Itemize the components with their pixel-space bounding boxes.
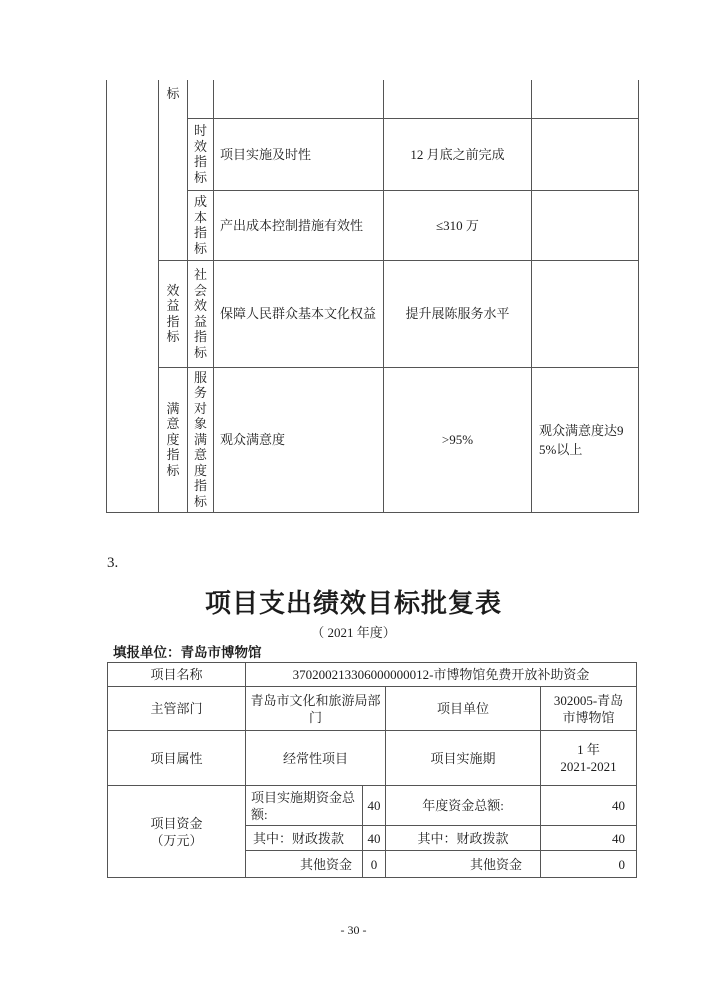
fund-fiscal-right-label: 其中：财政拨款: [386, 826, 541, 851]
dept-value: 青岛市文化和旅游局部门: [246, 687, 386, 731]
cell-satisfaction-group: [159, 367, 188, 512]
section-number: 3.: [107, 555, 119, 571]
fund-group-label-line2: （万元）: [150, 832, 203, 848]
table-row-project-name: [108, 663, 637, 687]
page-subtitle: （ 2021 年度）: [311, 625, 396, 640]
fund-other-left-label: 其他资金: [246, 851, 363, 878]
unit-value-line1: 302005-青岛: [553, 692, 624, 708]
fund-other-right-value: 0: [541, 851, 637, 878]
cell-cost-indicator: 产出成本控制措施有效性: [214, 190, 384, 260]
approval-table: [107, 662, 637, 878]
fund-other-right-label: 其他资金: [386, 851, 541, 878]
cell-timeliness-note: [532, 118, 639, 190]
fund-group-label-line1: 项目资金: [150, 815, 203, 831]
table-row-satisfaction: [107, 367, 639, 512]
fund-fiscal-left-value: 40: [363, 826, 386, 851]
cost-sub-label: 成本指标: [193, 194, 207, 256]
page-title: 项目支出绩效目标批复表: [204, 589, 502, 618]
cell-cut-note: [532, 80, 639, 118]
satisfaction-group-label: 满意度指标: [166, 400, 180, 478]
table-row-attr: [108, 731, 637, 786]
satisfaction-sub-label: 服务对象满意度指标: [193, 369, 207, 509]
cell-benefit-group: [159, 260, 188, 367]
cell-timeliness-indicator: 项目实施及时性: [214, 118, 384, 190]
cell-cut-indicator: [214, 80, 384, 118]
cell-satisfaction-sub: [188, 367, 214, 512]
cell-timeliness-target: 12 月底之前完成: [384, 118, 532, 190]
cell-cost-target: ≤310 万: [384, 190, 532, 260]
project-name-value: 370200213306000000012-市博物馆免费开放补助资金: [246, 663, 637, 687]
unit-value: [541, 687, 637, 731]
fund-total-right-label: 年度资金总额:: [386, 786, 541, 826]
cell-benefit-target: 提升展陈服务水平: [384, 260, 532, 367]
cell-benefit-sub: [188, 260, 214, 367]
cell-satisfaction-target: >95%: [384, 367, 532, 512]
fund-other-left-value: 0: [363, 851, 386, 878]
period-value: [541, 731, 637, 786]
filler-unit-label: 填报单位：青岛市博物馆: [113, 645, 262, 660]
table-row-benefit: [107, 260, 639, 367]
cell-cost-sub: [188, 190, 214, 260]
table-row-fund-total: [108, 786, 637, 826]
cell-cut-sub: [188, 80, 214, 118]
attr-label: 项目属性: [108, 731, 246, 786]
fund-total-right-value: 40: [541, 786, 637, 826]
fund-fiscal-left-label: 其中：财政拨款: [246, 826, 363, 851]
period-label: 项目实施期: [386, 731, 541, 786]
cell-cut-target: [384, 80, 532, 118]
fund-total-left-value: 40: [363, 786, 386, 826]
cell-satisfaction-indicator: 观众满意度: [214, 367, 384, 512]
cell-left-carryover: [107, 80, 159, 512]
cell-output-group-tail: [159, 80, 188, 260]
period-value-line1: 1 年: [577, 742, 600, 757]
cell-cost-note: [532, 190, 639, 260]
unit-label: 项目单位: [386, 687, 541, 731]
cell-satisfaction-note: 观众满意度达95%以上: [532, 367, 639, 512]
cell-benefit-indicator: 保障人民群众基本文化权益: [214, 260, 384, 367]
fund-total-left-label: 项目实施期资金总额:: [246, 786, 363, 826]
fund-fiscal-right-value: 40: [541, 826, 637, 851]
output-group-tail-text: 标: [166, 86, 180, 102]
benefit-sub-label: 社会效益指标: [193, 267, 207, 360]
page-number: - 30 -: [340, 923, 367, 937]
table-row-cut: [107, 80, 639, 118]
cell-timeliness-sub: [188, 118, 214, 190]
table-row-dept: [108, 687, 637, 731]
indicator-table: [106, 80, 639, 513]
attr-value: 经常性项目: [246, 731, 386, 786]
benefit-group-label: 效益指标: [166, 282, 180, 344]
period-value-line2: 2021-2021: [560, 759, 617, 774]
unit-value-line2: 市博物馆: [562, 709, 615, 725]
project-name-label: 项目名称: [108, 663, 246, 687]
fund-group-label: [108, 786, 246, 878]
cell-benefit-note: [532, 260, 639, 367]
timeliness-sub-label: 时效指标: [193, 123, 207, 185]
dept-label: 主管部门: [108, 687, 246, 731]
